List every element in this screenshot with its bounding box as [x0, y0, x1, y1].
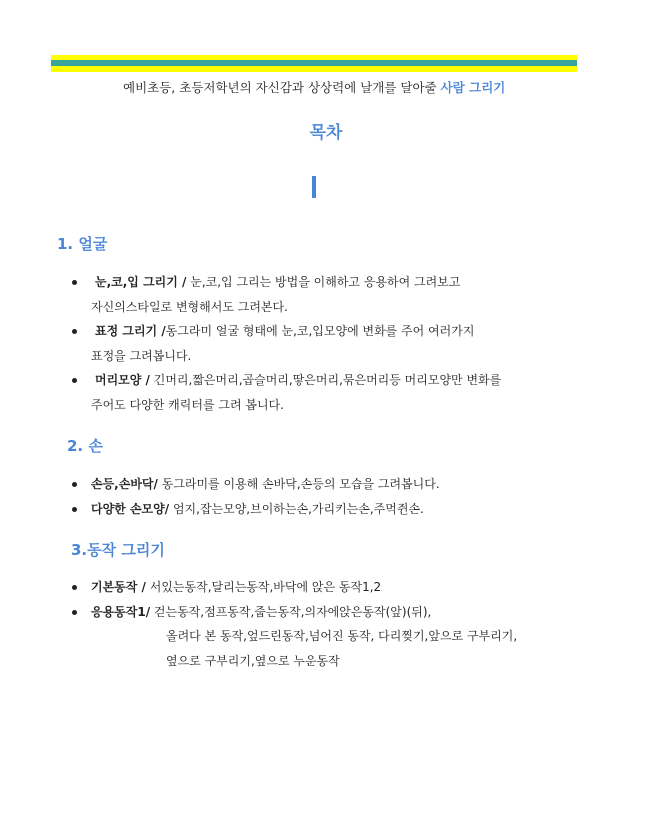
bullet-icon — [72, 610, 77, 615]
item-title: 다양한 손모양/ — [91, 501, 170, 516]
item-text: 동그라미 얼굴 형태에 눈,코,입모양에 변화를 주어 여러가지 — [165, 324, 475, 338]
item-title: 눈,코,입 그리기 / — [95, 275, 187, 289]
item-title: 표정 그리기 / — [95, 324, 166, 338]
page-subtitle — [123, 78, 505, 96]
bullet-icon — [72, 378, 77, 383]
list-item — [72, 575, 517, 600]
bullet-icon — [72, 507, 77, 512]
roman-numeral-one — [312, 176, 316, 198]
section-title-hand: 2. 손 — [67, 437, 103, 455]
section-title-motion: 3.동작 그리기 — [71, 541, 165, 559]
item-text: 눈,코,입 그리는 방법을 이해하고 응용하여 그려보고 — [186, 275, 461, 289]
list-item — [72, 600, 517, 674]
item-continuation: 옆으로 구부리기,옆으로 누운동작 — [166, 653, 340, 668]
bullet-icon — [72, 280, 77, 285]
header-color-bar — [51, 55, 577, 72]
subtitle-accent: 사람 그리기 — [440, 80, 506, 95]
item-title: 응용동작1/ — [91, 604, 151, 619]
item-continuation: 올려다 본 동작,엎드린동작,넘어진 동작, 다리찢기,앞으로 구부리기, — [166, 629, 518, 643]
item-text: 긴머리,짧은머리,곱슬머리,땋은머리,묶은머리등 머리모양만 변화를 — [149, 373, 502, 387]
item-text: 엄지,잡는모양,브이하는손,가리키는손,주먹쥔손. — [169, 501, 424, 516]
item-text: 서있는동작,달리는동작,바닥에 앉은 동작1,2 — [145, 580, 382, 594]
subtitle-text: 예비초등, 초등저학년의 자신감과 상상력에 날개를 달아줄 — [123, 80, 437, 95]
header-teal-stripe — [51, 60, 577, 66]
item-text: 걷는동작,점프동작,줍는동작,의자에앉은동작(앞)(뒤), — [150, 604, 432, 619]
item-text: 동그라미를 이용해 손바닥,손등의 모습을 그려봅니다. — [157, 477, 440, 491]
section-motion-list — [72, 575, 517, 673]
section-face-list — [72, 270, 501, 417]
item-continuation: 자신의스타일로 변형해서도 그려본다. — [91, 299, 288, 314]
list-item — [72, 497, 440, 522]
list-item — [72, 319, 501, 368]
item-title: 손등,손바닥/ — [91, 477, 158, 491]
bullet-icon — [72, 329, 77, 334]
list-item — [72, 368, 501, 417]
bullet-icon — [72, 585, 77, 590]
list-item — [72, 270, 501, 319]
list-item — [72, 472, 440, 497]
item-continuation: 표정을 그려봅니다. — [91, 348, 192, 363]
item-continuation: 주어도 다양한 캐릭터를 그려 봅니다. — [91, 397, 284, 412]
item-title: 머리모양 / — [95, 373, 150, 387]
section-hand-list — [72, 472, 440, 521]
section-title-face: 1. 얼굴 — [57, 235, 108, 253]
bullet-icon — [72, 482, 77, 487]
toc-title: 목차 — [309, 123, 343, 143]
item-title: 기본동작 / — [91, 580, 146, 594]
